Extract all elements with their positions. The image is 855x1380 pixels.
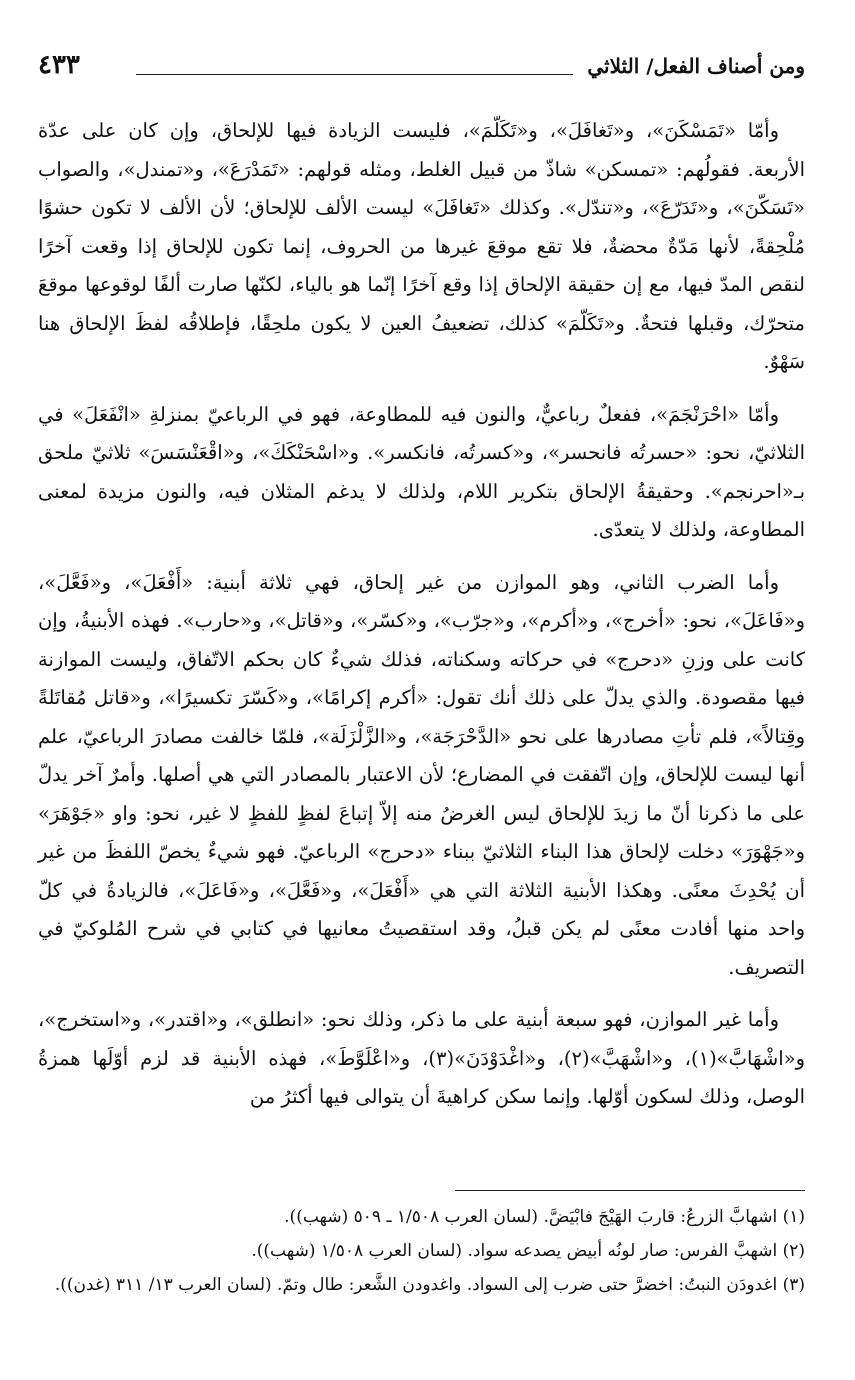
- header-rule: [136, 74, 573, 75]
- footnote-rule: [455, 1190, 805, 1191]
- footnote: (٣) اغدودَن النبتُ: اخضرَّ حتى ضرب إلى السواد. واغدودن الشَّعر: طال وتمّ. (لسان العرب ١٣/ ٣١١ (غدن)).: [54, 1275, 805, 1295]
- running-title: ومن أصناف الفعل/ الثلاثي: [587, 54, 805, 78]
- paragraph: وأما الضرب الثاني، وهو الموازن من غير إلحاق، فهي ثلاثة أبنية: «أَفْعَلَ»، و«فَعَّلَ»، و«فَاعَلَ»، نحو: «أخرج»، و«أكرم»، و«جرّب»، و«كسّر»، و«قاتل»، و«حارب». فهذه الأبنيةُ، وإن كانت على وزنِ «دحرج» في حركاته وسكناته، فذلك شيءٌ كان بحكم الاتّفاق، وليست الموازنة فيها مقصودة. والذي يدلّ على ذلك أنك تقول: «أكرم إكرامًا»، و«كَسّرَ تكسيرًا»، و«قاتل مُقاتَلةً وقِتالاً»، فلم تأتِ مصادرها على نحو «الدَّحْرَجَة»، و«الزَّلْزَلَة»، فلمّا خالفت مصادرَ الرباعيّ، علم أنها ليست للإلحاق، وإن اتّفقت في المضارع؛ لأن الاعتبار بالمصادر التي هي أصلها. وأمرٌ آخر يدلّ على ما ذكرنا أنّ ما زيدَ للإلحاق ليس الغرضُ منه إلاّ إتباعَ لفظٍ للفظٍ لا غير، نحو: واو «جَوْهَرَ» و«جَهْوَرَ» دخلت لإلحاق هذا البناء الثلاثيّ ببناء «دحرج» الرباعيّ. فهو شيءٌ يخصّ اللفظَ من غير أن يُحْدِثَ معنًى. وهكذا الأبنية الثلاثة التي هي «أَفْعَلَ»، و«فَعَّلَ»، و«فَاعَلَ»، فالزيادةُ في كلّ واحد منها أفادت معنًى لم يكن قبلُ، وقد استقصيتُ معانيها في كتابي في شرح المُلوكيّ في التصريف.: [38, 570, 805, 979]
- footnotes: [38, 1200, 805, 1302]
- paragraph: وأمّا «احْرَنْجَمَ»، ففعلٌ رباعيٌّ، والنون فيه للمطاوعة، فهو في الرباعيّ بمنزلةِ «انْفَعَلَ» في الثلاثيّ، نحو: «حسرتُه فانحسر»، و«كسرتُه، فانكسر». و«اسْحَنْكَكَ»، و«اقْعَنْسَسَ» ثلاثيّ ملحق بـ«احرنجم». وحقيقةُ الإلحاق بتكرير اللام، ولذلك لا يدغم المثلان فيه، والنون مزيدة لمعنى المطاوعة، ولذلك لا يتعدّى.: [38, 402, 805, 541]
- paragraph: وأما غير الموازن، فهو سبعة أبنية على ما ذكر، وذلك نحو: «انطلق»، و«اقتدر»، و«استخرج»، و«اشْهَابَّ»(١)، و«اشْهَبَّ»(٢)، و«اغْدَوْدَنَ»(٣)، و«اعْلَوَّطَ»، فهذه الأبنية قد لزم أوّلَها همزةُ الوصل، وذلك لسكون أوّلها. وإنما سكن كراهيةَ أن يتوالى فيها أكثرُ من: [38, 1008, 806, 1108]
- paragraph: وأمّا «تَمَسْكَنَ»، و«تَغافَلَ»، و«تَكَلّمَ»، فليست الزيادة فيها للإلحاق، وإن كان على عدّة الأربعة. فقولُهم: «تمسكن» شاذّ من قبيل الغلط، ومثله قولهم: «تَمَدْرَعَ»، و«تمندل»، والصواب «تَسَكّنَ»، و«تَدَرّعَ»، و«تندّل». وكذلك «تَغافَلَ» ليست الألف للإلحاق؛ لأن الألف لا تكون حشوًا مُلْحِقةً، لأنها مَدّةٌ محضةٌ، فلا تقع موقعَ غيرها من الحروف، إنما تكون للإلحاق إذا وقعت آخرًا لنقص المدّ فيها، مع إن حقيقة الإلحاق إذا وقع آخرًا إنّما هو بالياء، لكنّها صارت ألفًا لوقوعها موقعَ متحرّك، وقبلها فتحةٌ. و«تَكَلّمَ» كذلك، تضعيفُ العين لا يكون ملحِقًا، فإطلاقُه لفظَ الإلحاق هنا سَهْوٌ.: [38, 119, 805, 373]
- page-number: ٤٣٣: [38, 50, 80, 80]
- body-text: [38, 112, 805, 1117]
- page-header: [38, 50, 805, 90]
- footnote: (٢) اشهبَّ الفرس: صار لونُه أبيض يصدعه سواد. (لسان العرب ١/٥٠٨ (شهب)).: [251, 1241, 805, 1261]
- footnote: (١) اشهابَّ الزرعُ: قاربَ الهَيْجَ فابْيَضَّ. (لسان العرب ١/٥٠٨ ـ ٥٠٩ (شهب)).: [284, 1207, 805, 1227]
